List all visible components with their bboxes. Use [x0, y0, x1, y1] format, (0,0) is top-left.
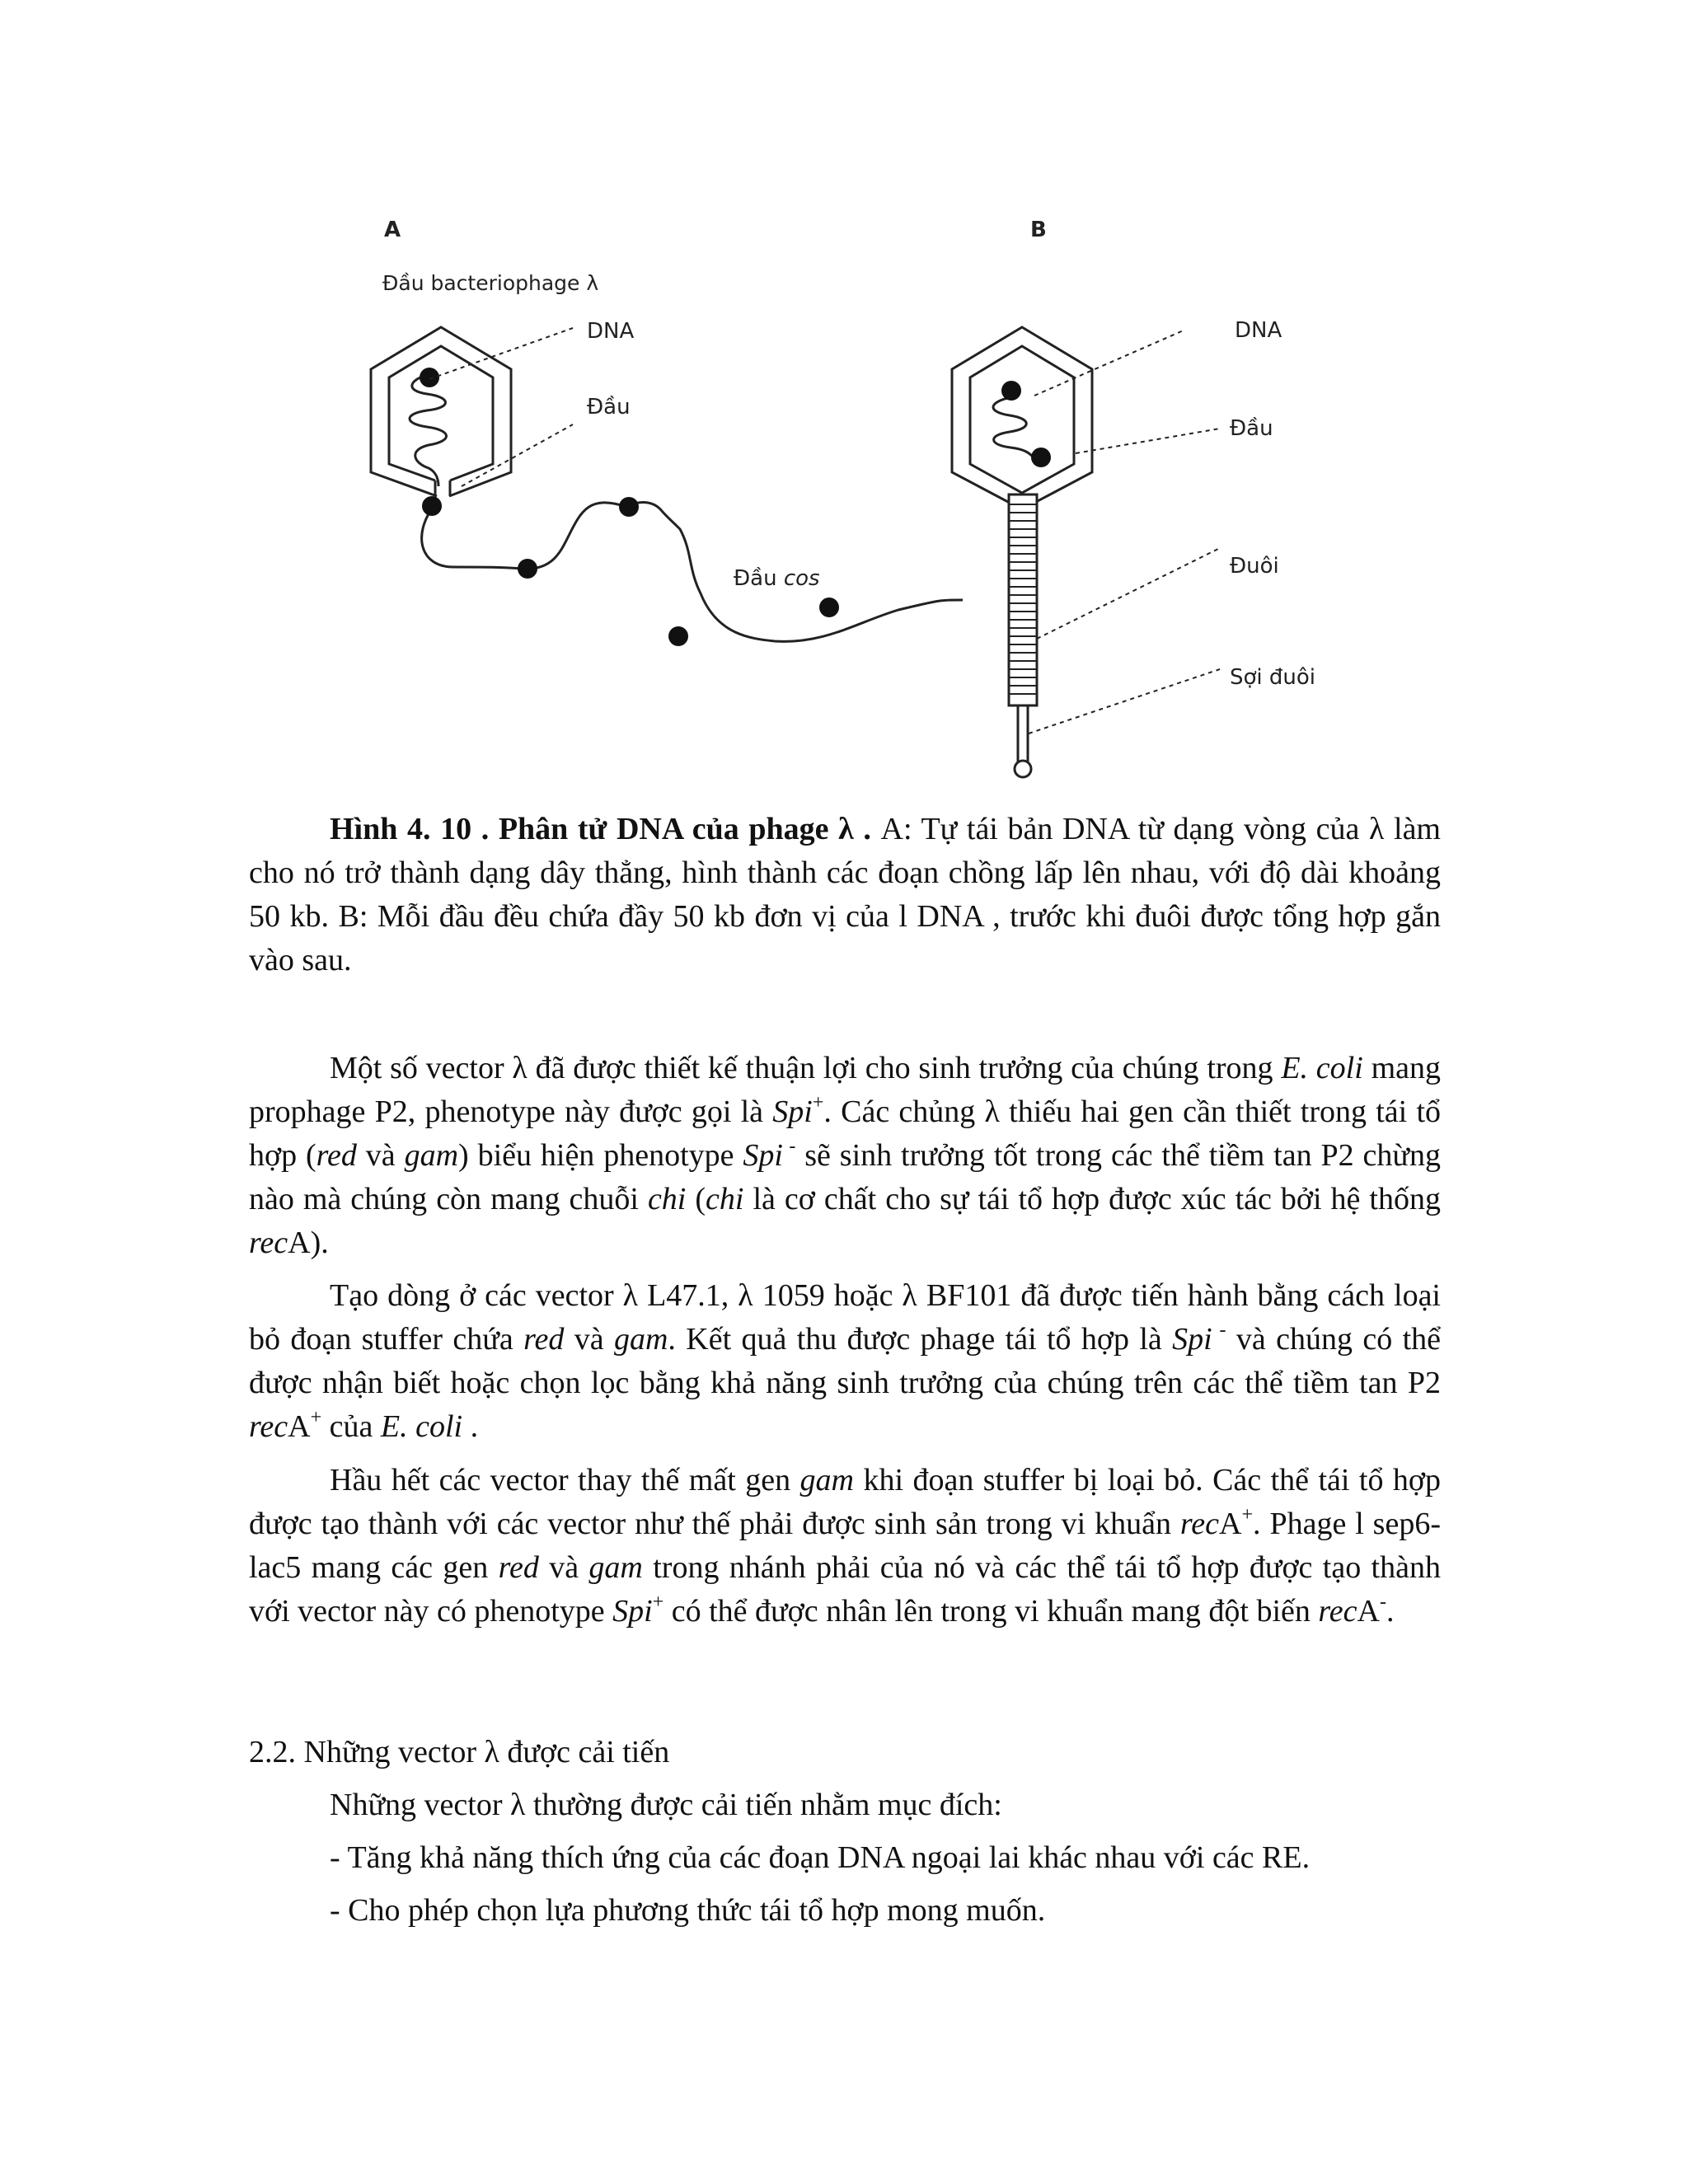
panel-a-head-icon — [371, 327, 511, 496]
paragraph-3: Hầu hết các vector thay thế mất gen gam khi đoạn stuffer bị loại bỏ. Các thể tái tổ hợp được tạo thành với các vector như thế phải được sinh sản trong vi khuẩn recA+. Phage l sep6-lac5 mang các gen red và gam trong nhánh phải của nó và các thể tái tổ hợp được tạo thành với vector này có phenotype Spi+ có thể được nhân lên trong vi khuẩn mang đột biến recA-. — [249, 1463, 1441, 1629]
caption-title: Hình 4. 10 . Phân tử DNA của phage λ . — [330, 812, 871, 846]
panel-b-fiber-leader — [1029, 669, 1220, 733]
panel-b-head-icon — [952, 327, 1092, 509]
panel-a-linear-dna — [422, 503, 963, 642]
section-intro: Những vector λ thường được cải tiến nhằm mục đích: — [330, 1788, 1002, 1822]
panel-a-dna-label: DNA — [587, 319, 635, 344]
caption-body: A: Tự tái bản DNA từ dạng vòng của λ làm cho nó trở thành dạng dây thẳng, hình thành các đoạn chồng lấp lên nhau, với độ dài khoảng 50 kb. B: Mỗi đầu đều chứa đầy 50 kb đơn vị của l DNA , trước khi đuôi được tổng hợp gắn vào sau. — [249, 812, 1441, 977]
panel-a-title: Đầu bacteriophage λ — [382, 271, 599, 295]
figure-drawing — [363, 206, 1352, 783]
panel-a-dna-end-dot — [420, 368, 439, 387]
panel-b-tail-fiber — [1015, 705, 1031, 777]
panel-b-tail-leader — [1037, 548, 1220, 639]
panel-a-dot-4 — [668, 626, 688, 646]
panel-a-letter: A — [384, 218, 401, 242]
phage-lambda-figure — [363, 206, 1352, 783]
paragraph-1: Một số vector λ đã được thiết kế thuận lợi cho sinh trưởng của chúng trong E. coli mang prophage P2, phenotype này được gọi là Spi+. Các chủng λ thiếu hai gen cần thiết trong tái tổ hợp (red và gam) biểu hiện phenotype Spi - sẽ sinh trưởng tốt trong các thể tiềm tan P2 chừng nào mà chúng còn mang chuỗi chi (chi là cơ chất cho sự tái tổ hợp được xúc tác bởi hệ thống recA). — [249, 1051, 1441, 1260]
panel-a-head-leader — [462, 424, 573, 486]
panel-b-dna-leader — [1034, 330, 1185, 396]
list-item: - Tăng khả năng thích ứng của các đoạn DNA ngoại lai khác nhau với các RE. — [330, 1840, 1311, 1875]
panel-b-tail-label: Đuôi — [1230, 554, 1279, 579]
panel-a-cos-label: Đầu cos — [734, 566, 820, 591]
panel-b-head-label: Đầu — [1230, 416, 1273, 441]
panel-a-dot-2 — [518, 559, 537, 579]
panel-a-dot-1 — [422, 496, 442, 516]
panel-a-head-label: Đầu — [587, 395, 631, 419]
panel-b-dna-dot-1 — [1001, 381, 1021, 401]
panel-b-head-leader — [1076, 429, 1220, 453]
panel-b-tail — [1009, 494, 1037, 705]
panel-b-dna-label: DNA — [1235, 318, 1282, 343]
panel-b-fiber-label: Sợi đuôi — [1230, 665, 1316, 690]
panel-a-dot-3 — [619, 497, 639, 517]
panel-b-dna-dot-2 — [1031, 448, 1051, 467]
panel-a-dot-5 — [819, 598, 839, 617]
list-item: - Cho phép chọn lựa phương thức tái tổ hợp mong muốn. — [330, 1893, 1046, 1928]
paragraph-2: Tạo dòng ở các vector λ L47.1, λ 1059 hoặc λ BF101 đã được tiến hành bằng cách loại bỏ đoạn stuffer chứa red và gam. Kết quả thu được phage tái tổ hợp là Spi - và chúng có thể được nhận biết hoặc chọn lọc bằng khả năng sinh trưởng của chúng trên các thể tiềm tan P2 recA+ của E. coli . — [249, 1278, 1442, 1444]
section-heading: 2.2. Những vector λ được cải tiến — [249, 1735, 670, 1769]
figure-caption — [249, 808, 1441, 982]
panel-b-letter: B — [1030, 218, 1047, 242]
